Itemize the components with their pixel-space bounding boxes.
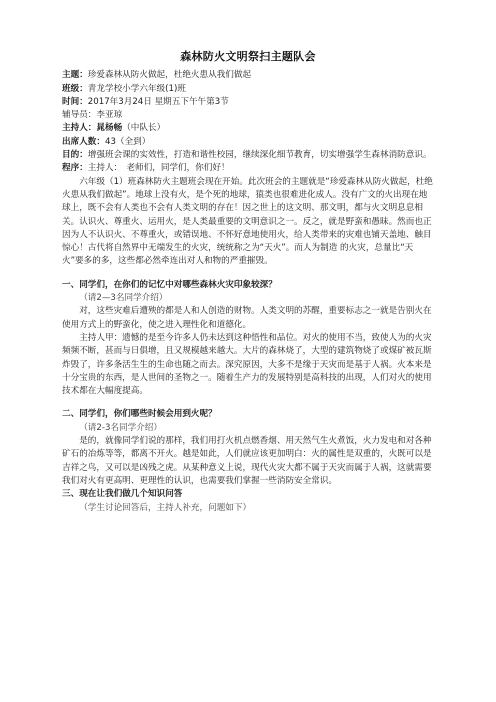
section1-paragraph-2: 主持人甲：遗憾的是至今许多人仍未达到这种悟性和品位。对火的使用不当，致使人为的火灾频频不断，甚而与日俱增，且又规模越来越大。大片的森林烧了，大型的建筑物烧了或煤矿被瓦斯炸毁了，许多条活生生的生命也随之而去。深究原因，大多不是缘于天灾而是基于人祸。火本来是十分宝贵的东西，是人世间的圣物之一。随着生产力的发展特别是高科技的出现，人们对火的使用技术都在大幅度提高。 xyxy=(62,332,432,397)
count-label: 出席人数： xyxy=(62,136,105,147)
class-label: 班级： xyxy=(62,83,88,94)
program-intro-paragraph: 六年级（1）班森林防火主题班会现在开始。此次班会的主题就是“珍爱森林从防火做起，杜绝火患从我们做起”。地球上没有火，是个死的地球，猿类也很难进化成人。没有广文的火出现在地球上，既不会有人类也不会有人类文明的存在！因之世上的这文明、那文明，都与火文明息息相关。认识火、尊重火、运用火，是人类最重要的文明意识之一。反之，就是野蛮和愚昧。然而也正因为人不认识火、不尊重火，或错误地、不怀好意地使用火，给人类带来的灾难也铺天盖地、触目惊心！古代将自然界中无端发生的火灾，统统称之为“天火”。而人为制造 的火灾，总量比“天火”要多的多，这些都必然牵连出对人和物的严重摧毁。 xyxy=(62,176,433,267)
count-value: 43（全到） xyxy=(104,136,151,147)
meta-class xyxy=(62,83,434,96)
time-label: 时间： xyxy=(62,96,88,107)
section1-note: （请2—3名同学介绍） xyxy=(79,293,168,304)
page-title: 森林防火文明祭扫主题队会 xyxy=(180,50,316,63)
host-value: 晁杨畅 xyxy=(96,123,123,134)
program-host-intro: 主持人： 老师们，同学们，你们好！ xyxy=(87,163,230,174)
host-label: 主持人： xyxy=(62,123,97,134)
document-page xyxy=(62,50,434,515)
class-value: 青龙学校小学六年级(1)班 xyxy=(87,83,186,94)
section3-heading: 三、现在让我们做几个知识问答 xyxy=(62,489,183,500)
meta-time xyxy=(62,96,434,109)
section2-heading: 二、同学们，你们哪些时候会用到火呢？ xyxy=(62,409,217,420)
program-line xyxy=(62,162,434,175)
host-role: （中队长） xyxy=(122,123,166,134)
meta-host xyxy=(62,122,434,135)
meta-count xyxy=(62,136,434,149)
theme-value: 珍爱森林从防火做起，杜绝火患从我们做起 xyxy=(87,70,252,81)
meta-purpose xyxy=(62,149,434,162)
program-label: 程序： xyxy=(62,163,88,174)
section2-paragraph-1: 是的，就像同学们说的那样，我们用打火机点燃香烟、用天然气生火煮饭，火力发电和对各种矿石的冶炼等等，都离不开火。越是如此，人们就应该更加明白：火的属性是双重的，火既可以是吉祥之鸟，又可以是凶残之虎。从某种意义上说，现代火灾大都不属于天灾而属于人祸，这就需要我们对火有更高明、更理性的认识，也需要我们掌握一些消防安全常识。 xyxy=(62,436,432,486)
meta-advisor: 辅导员：李亚琼 xyxy=(62,110,123,121)
section3-note: （学生讨论回答后，主持人补充，问题如下） xyxy=(79,502,252,513)
purpose-label: 目的： xyxy=(62,150,88,161)
theme-label: 主题： xyxy=(62,70,88,81)
section1-paragraph-1: 对，这些灾难后遭殃的都是人和人创造的财物。人类文明的苏醒，重要标志之一就是告别火在使用方式上的野蛮化，使之进入理性化和道德化。 xyxy=(62,306,432,330)
purpose-value: 增强班会课的实效性，打造和谐性校园，继续深化细节教育，切实增强学生森林消防意识。 xyxy=(87,150,432,161)
meta-theme xyxy=(62,69,434,82)
section1-heading: 一、同学们，在你们的记忆中对哪些森林火灾印象较深？ xyxy=(62,279,277,290)
time-value: 2017年3月24日 星期五下午午第3节 xyxy=(87,96,229,107)
section2-note: （请2-3名同学介绍） xyxy=(79,422,162,433)
